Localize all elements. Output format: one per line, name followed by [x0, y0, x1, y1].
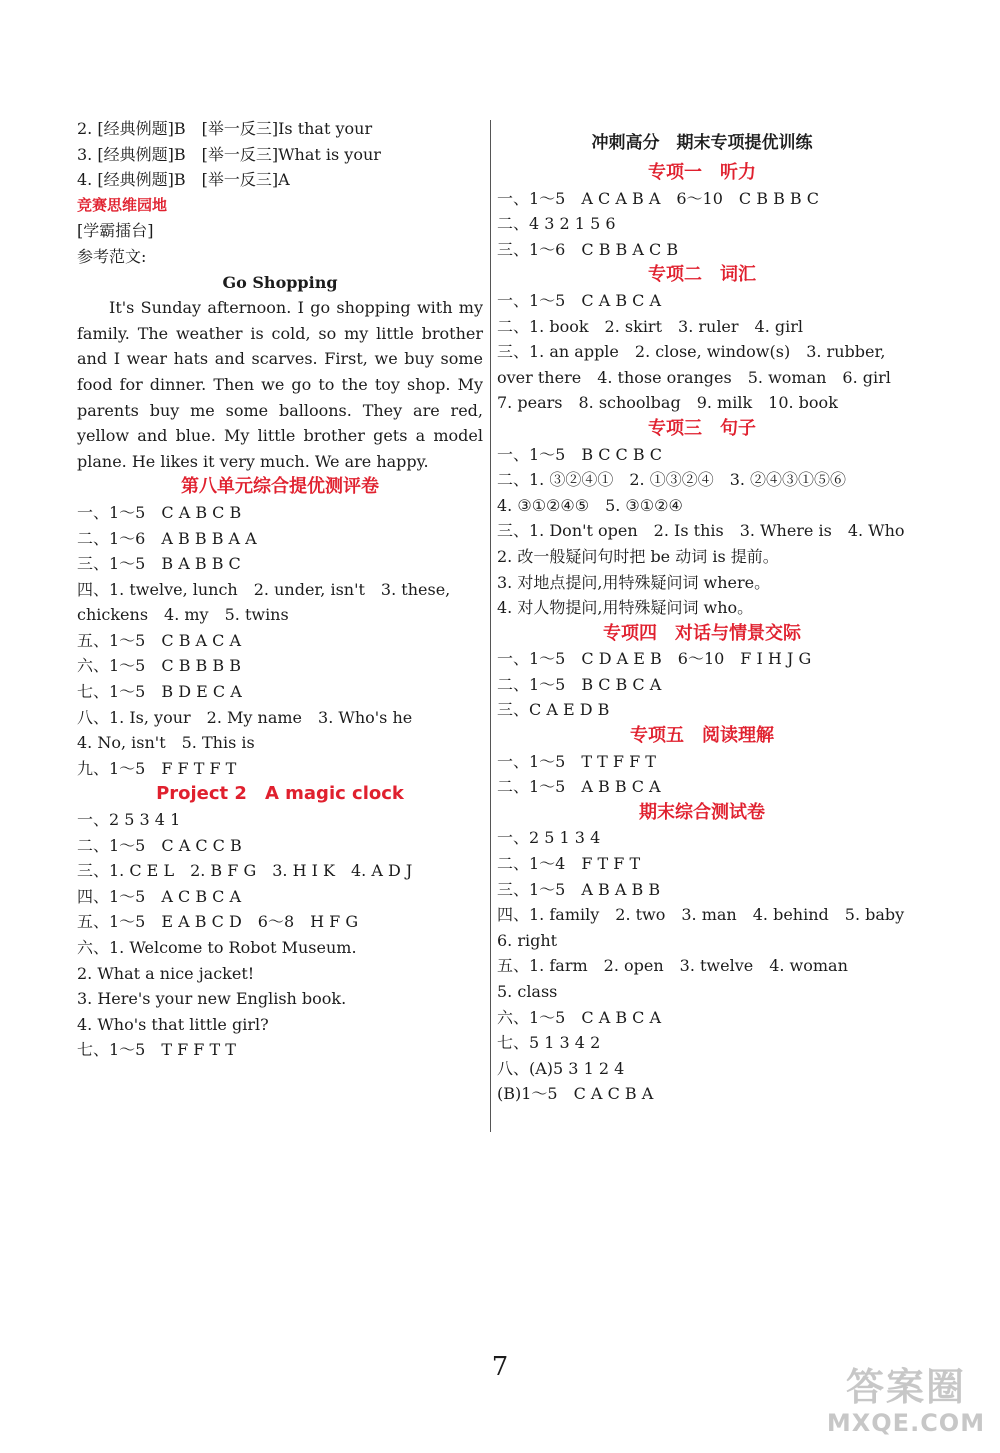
sample-label: 参考范文:	[77, 246, 147, 266]
answer-line: 五、1. farm 2. open 3. twelve 4. woman	[497, 956, 848, 976]
answer-line: 3. [经典例题]B [举一反三]What is your	[77, 144, 381, 164]
answer-line: 三、1～5 B A B B C	[77, 554, 241, 574]
answer-line: 六、1～5 C B B B B	[77, 656, 241, 676]
answer-line: 一、2 5 1 3 4	[497, 828, 601, 848]
section-heading: 期末综合测试卷	[639, 801, 765, 823]
watermark-url: MXQE.COM	[826, 1409, 986, 1437]
answer-line: 一、1～5 A C A B A 6～10 C B B B C	[497, 188, 820, 208]
contest-heading: 竞赛思维园地	[77, 195, 168, 214]
answer-line: 二、1～5 B C B C A	[497, 674, 662, 694]
answer-line: 二、1. book 2. skirt 3. ruler 4. girl	[497, 316, 804, 336]
answer-line: 3. 对地点提问,用特殊疑问词 where。	[497, 572, 771, 592]
essay-title: Go Shopping	[222, 272, 338, 292]
answer-line: 六、1. Welcome to Robot Museum.	[77, 938, 357, 957]
answer-line: 七、5 1 3 4 2	[497, 1033, 601, 1053]
answer-line: 三、1～5 A B A B B	[497, 879, 661, 899]
column-divider	[490, 120, 491, 1132]
answer-line: 二、1～6 A B B B A A	[77, 528, 257, 548]
answer-line: 四、1～5 A C B C A	[77, 886, 242, 906]
answer-line: 六、1～5 C A B C A	[497, 1007, 662, 1027]
answer-line: 6. right	[497, 930, 558, 950]
answer-line: 五、1～5 C B A C A	[77, 630, 242, 650]
answer-line: 二、4 3 2 1 5 6	[497, 214, 616, 234]
answer-line: 八、(A)5 3 1 2 4	[497, 1058, 625, 1078]
project-heading: Project 2 A magic clock	[156, 783, 404, 805]
answer-line: chickens 4. my 5. twins	[77, 605, 289, 625]
answer-line: 三、1～6 C B B A C B	[497, 239, 679, 259]
right-title: 冲刺高分 期末专项提优训练	[591, 133, 813, 153]
answer-line: 五、1～5 E A B C D 6～8 H F G	[77, 912, 359, 932]
unit8-heading: 第八单元综合提优测评卷	[181, 476, 379, 498]
answer-line: 一、1～5 C D A E B 6～10 F I H J G	[497, 649, 812, 669]
answer-line: 2. What a nice jacket!	[77, 963, 255, 983]
answer-line: 七、1～5 T F F T T	[77, 1040, 236, 1060]
answer-line: 一、1～5 B C C B C	[497, 444, 662, 464]
left-column	[77, 116, 483, 1063]
answer-line: 七、1～5 B D E C A	[77, 682, 242, 702]
answer-line: 4. 对人物提问,用特殊疑问词 who。	[497, 598, 754, 618]
answer-line: 4. [经典例题]B [举一反三]A	[77, 170, 290, 190]
answer-line: 二、1. ③②④① 2. ①③②④ 3. ②④③①⑤⑥	[497, 470, 847, 490]
arena-label: [学霸擂台]	[77, 221, 154, 241]
answer-line: 2. [经典例题]B [举一反三]Is that your	[77, 119, 373, 138]
answer-line: (B)1～5 C A C B A	[497, 1084, 654, 1104]
answer-line: over there 4. those oranges 5. woman 6. girl	[497, 367, 891, 387]
answer-line: 二、1～4 F T F T	[497, 854, 641, 874]
answer-line: 一、2 5 3 4 1	[77, 810, 181, 830]
answer-line: 四、1. family 2. two 3. man 4. behind 5. baby	[497, 905, 905, 925]
answer-line: 一、1～5 T T F F T	[497, 751, 656, 771]
essay-text: It's Sunday afternoon. I go shopping with my family. The weather is cold, so my little brother and I wear hats and scarves. First, we buy some food for dinner. Then we go to the toy shop. My parents buy me some balloons. They are red, yellow and blue. My little brother gets a model plane. He likes it very much. We are happy.	[77, 298, 483, 471]
watermark-logo	[826, 1365, 986, 1443]
answer-line: 一、1～5 C A B C B	[77, 502, 242, 522]
answer-line: 四、1. twelve, lunch 2. under, isn't 3. these,	[77, 579, 451, 599]
answer-line: 三、1. an apple 2. close, window(s) 3. rubber,	[497, 342, 886, 362]
answer-line: 三、C A E D B	[497, 700, 610, 720]
answer-line: 4. Who's that little girl?	[77, 1014, 269, 1034]
answer-line: 4. No, isn't 5. This is	[77, 733, 255, 753]
watermark-text: 答案圈	[845, 1365, 966, 1409]
section-heading: 专项二 词汇	[648, 264, 756, 286]
answer-line: 三、1. Don't open 2. Is this 3. Where is 4. Who	[497, 521, 905, 541]
section-heading: 专项四 对话与情景交际	[603, 622, 801, 644]
answer-line: 二、1～5 A B B C A	[497, 777, 661, 797]
section-heading: 专项三 句子	[648, 417, 756, 439]
answer-line: 4. ③①②④⑤ 5. ③①②④	[497, 495, 683, 515]
section-heading: 专项五 阅读理解	[630, 725, 774, 747]
answer-line: 九、1～5 F F T F T	[77, 758, 237, 778]
answer-line: 八、1. Is, your 2. My name 3. Who's he	[77, 707, 413, 727]
answer-line: 一、1～5 C A B C A	[497, 290, 662, 310]
answer-line: 5. class	[497, 982, 558, 1001]
answer-line: 7. pears 8. schoolbag 9. milk 10. book	[497, 393, 838, 413]
answer-line: 三、1. C E L 2. B F G 3. H I K 4. A D J	[77, 861, 413, 881]
right-column	[497, 118, 907, 1107]
answer-line: 2. 改一般疑问句时把 be 动词 is 提前。	[497, 546, 779, 566]
answer-line: 3. Here's your new English book.	[77, 989, 347, 1009]
section-heading: 专项一 听力	[648, 162, 756, 183]
page-number: 7	[491, 1352, 509, 1382]
answer-line: 二、1～5 C A C C B	[77, 835, 242, 855]
